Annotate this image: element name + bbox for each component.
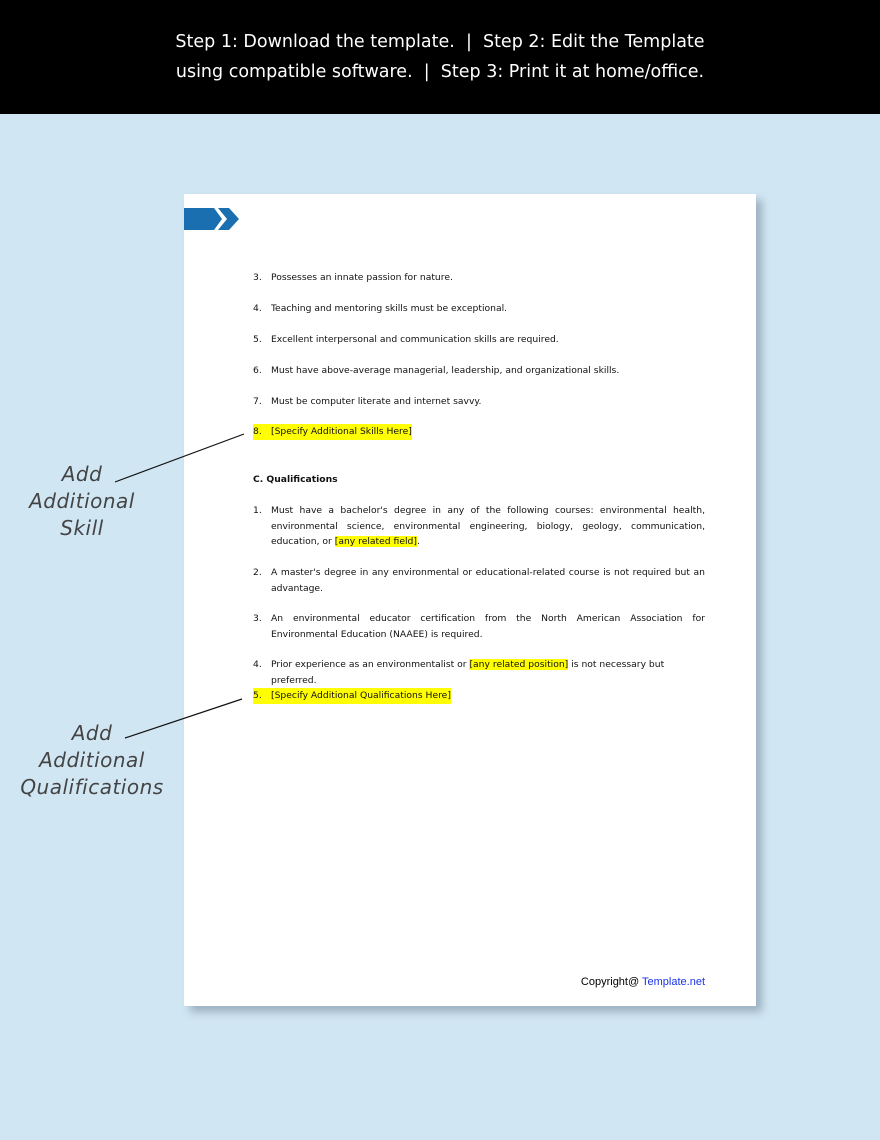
item-number: 2.: [253, 567, 262, 578]
item-number: 5.: [253, 690, 262, 701]
section-heading: C. Qualifications: [253, 474, 338, 485]
related-field-placeholder[interactable]: [any related field]: [334, 536, 417, 547]
item-text: Possesses an innate passion for nature.: [271, 272, 453, 283]
item-text-end: .: [416, 536, 420, 547]
item-text: A master's degree in any environmental or educational-related course is not required but an advantage.: [271, 567, 705, 594]
additional-skills-placeholder[interactable]: [Specify Additional Skills Here]: [271, 426, 412, 437]
item-number: 1.: [253, 505, 262, 516]
related-position-placeholder[interactable]: [any related position]: [469, 659, 569, 670]
annotation-text: Additional: [29, 489, 135, 513]
item-number: 4.: [253, 303, 262, 314]
copyright-label: Copyright@: [580, 976, 643, 988]
annotation-text: Skill: [60, 516, 104, 540]
annotation-text: Add: [71, 721, 113, 745]
additional-qualifications-placeholder[interactable]: [Specify Additional Qualifications Here]: [271, 690, 451, 701]
item-text: Must have above-average managerial, leadership, and organizational skills.: [271, 365, 620, 376]
item-number: 5.: [253, 334, 262, 345]
item-number: 4.: [253, 659, 262, 670]
annotation-text: Add: [61, 462, 103, 486]
annotation-add-skill: [12, 461, 152, 542]
item-number: 7.: [253, 396, 262, 407]
annotation-text: Qualifications: [20, 775, 164, 799]
item-text: Must be computer literate and internet savvy.: [271, 396, 482, 407]
item-number: 6.: [253, 365, 262, 376]
item-number: 3.: [253, 272, 262, 283]
item-text: An environmental educator certification from the North American Association for Environmental Education (NAAEE) is required.: [271, 613, 705, 640]
item-text-end: is not necessary but preferred.: [271, 659, 665, 686]
annotation-text: Additional: [39, 748, 145, 772]
item-text: Prior experience as an environmentalist or: [271, 659, 470, 670]
item-text: Excellent interpersonal and communication skills are required.: [271, 334, 559, 345]
item-number: 8.: [253, 426, 262, 437]
item-text: Must have a bachelor's degree in any of the following courses: environmental health, environmental science, environmental engineering, biology, geology, communication, education, or: [271, 505, 705, 547]
banner-line-2: using compatible software. | Step 3: Print it at home/office.: [175, 62, 705, 82]
annotation-add-qualifications: [6, 720, 178, 801]
template-net-link[interactable]: Template.net: [642, 976, 705, 988]
item-text: Teaching and mentoring skills must be exceptional.: [271, 303, 508, 314]
banner-line-1: Step 1: Download the template. | Step 2: Edit the Template: [175, 32, 705, 52]
item-number: 3.: [253, 613, 262, 624]
